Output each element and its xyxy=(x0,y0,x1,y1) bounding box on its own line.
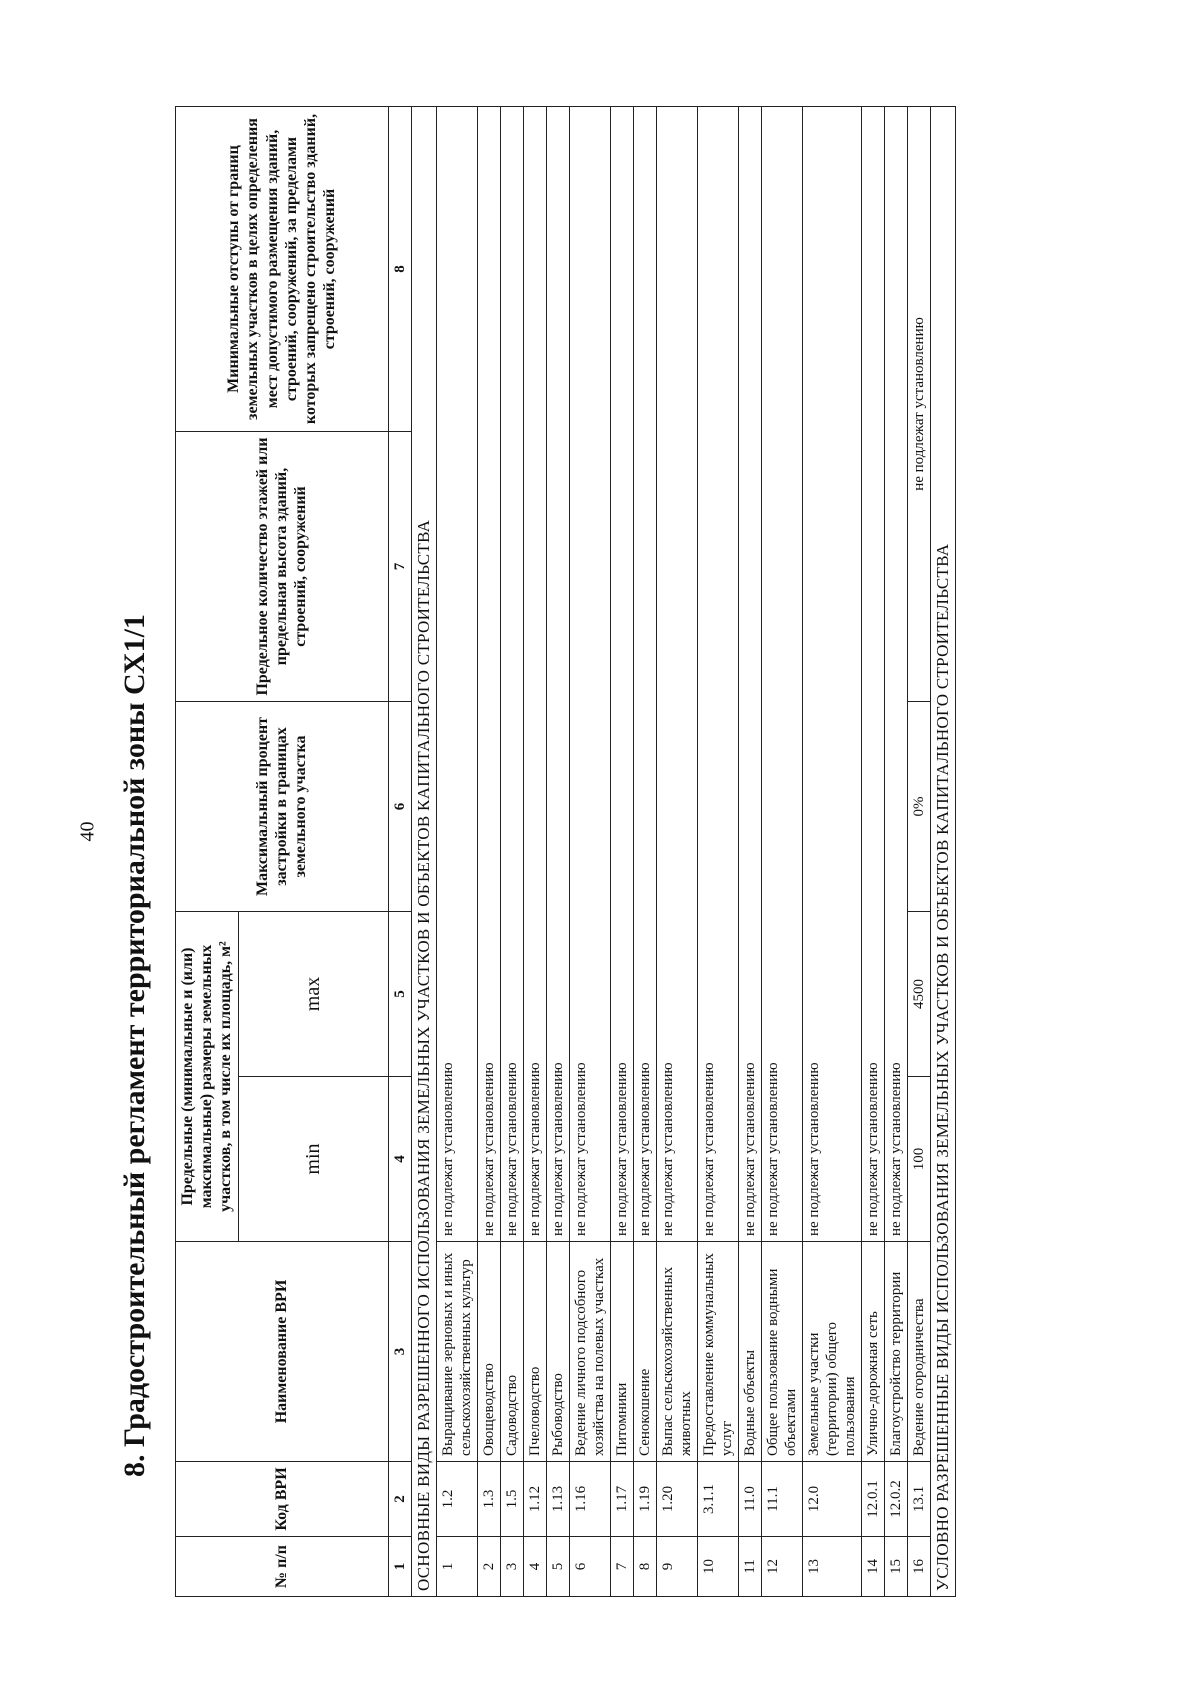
cell-code: 1.16 xyxy=(569,1462,610,1537)
cell-code: 1.13 xyxy=(546,1462,569,1537)
cell-n: 11 xyxy=(738,1537,761,1597)
cell-code: 1.17 xyxy=(610,1462,633,1537)
cell-code: 1.3 xyxy=(477,1462,500,1537)
cell-code: 12.0.2 xyxy=(884,1462,907,1537)
cell-code: 1.2 xyxy=(436,1462,477,1537)
cell-code: 1.19 xyxy=(633,1462,656,1537)
cell-val: не подлежат установлению xyxy=(610,106,633,1241)
cell-code: 11.1 xyxy=(761,1462,802,1537)
section-main: ОСНОВНЫЕ ВИДЫ РАЗРЕШЕННОГО ИСПОЛЬЗОВАНИЯ ЗЕМЕЛЬНЫХ УЧАСТКОВ И ОБЪЕКТОВ КАПИТАЛЬНОГО СТРОИТЕЛЬСТВА xyxy=(411,106,436,1596)
header-floors: Предельное количество этажей или предельная высота зданий, строений, сооружений xyxy=(176,431,389,701)
table-row xyxy=(884,106,907,1596)
cell-name: Сенокошение xyxy=(633,1242,656,1462)
table-row xyxy=(802,106,861,1596)
table-row xyxy=(477,106,500,1596)
cell-n: 14 xyxy=(861,1537,884,1597)
header-setbacks: Минимальные отступы от границ земельных участков в целях определения мест допустимого размещения зданий, строений, сооружений, за пределами которых запрещено строительство зданий, строений, сооружений xyxy=(176,106,389,431)
table-row xyxy=(761,106,802,1596)
cell-name: Питомники xyxy=(610,1242,633,1462)
table-row xyxy=(523,106,546,1596)
cell-code: 13.1 xyxy=(907,1462,930,1537)
cell-n: 12 xyxy=(761,1537,802,1597)
cell-val: не подлежат установлению xyxy=(802,106,861,1241)
cell-name: Выращивание зерновых и иных сельскохозяйственных культур xyxy=(436,1242,477,1462)
cell-n: 4 xyxy=(523,1537,546,1597)
cell-code: 1.20 xyxy=(656,1462,697,1537)
table-row xyxy=(633,106,656,1596)
cell-rest: не подлежат установлению xyxy=(907,106,930,701)
table-row xyxy=(907,106,930,1596)
table-row xyxy=(861,106,884,1596)
cell-n: 5 xyxy=(546,1537,569,1597)
cell-val: не подлежат установлению xyxy=(697,106,738,1241)
cell-n: 10 xyxy=(697,1537,738,1597)
cell-val: не подлежат установлению xyxy=(633,106,656,1241)
cell-name: Овощеводство xyxy=(477,1242,500,1462)
header-code: Код ВРИ xyxy=(176,1462,389,1537)
cell-min: 100 xyxy=(907,1077,930,1242)
column-number: 5 xyxy=(388,911,411,1076)
cell-name: Общее пользование водными объектами xyxy=(761,1242,802,1462)
cell-val: не подлежат установлению xyxy=(436,106,477,1241)
table-row xyxy=(697,106,738,1596)
cell-n: 2 xyxy=(477,1537,500,1597)
cell-name: Предоставление коммунальных услуг xyxy=(697,1242,738,1462)
table-row xyxy=(546,106,569,1596)
cell-code: 1.12 xyxy=(523,1462,546,1537)
cell-n: 16 xyxy=(907,1537,930,1597)
column-number: 6 xyxy=(388,701,411,911)
table-row xyxy=(436,106,477,1596)
cell-name: Улично-дорожная сеть xyxy=(861,1242,884,1462)
column-number: 4 xyxy=(388,1077,411,1242)
header-max: max xyxy=(238,911,388,1076)
cell-val: не подлежат установлению xyxy=(656,106,697,1241)
column-number: 3 xyxy=(388,1242,411,1462)
cell-val: не подлежат установлению xyxy=(500,106,523,1241)
header-min: min xyxy=(238,1077,388,1242)
cell-n: 9 xyxy=(656,1537,697,1597)
cell-code: 12.0 xyxy=(802,1462,861,1537)
header-name: Наименование ВРИ xyxy=(176,1242,389,1462)
cell-code: 1.5 xyxy=(500,1462,523,1537)
cell-n: 8 xyxy=(633,1537,656,1597)
table-row xyxy=(569,106,610,1596)
cell-val: не подлежат установлению xyxy=(477,106,500,1241)
cell-name: Пчеловодство xyxy=(523,1242,546,1462)
cell-name: Ведение личного подсобного хозяйства на полевых участках xyxy=(569,1242,610,1462)
cell-name: Садоводство xyxy=(500,1242,523,1462)
header-num: № п/п xyxy=(176,1537,389,1597)
table-row xyxy=(738,106,761,1596)
cell-name: Выпас сельскохозяйственных животных xyxy=(656,1242,697,1462)
column-number: 8 xyxy=(388,106,411,431)
column-number: 1 xyxy=(388,1537,411,1597)
cell-n: 15 xyxy=(884,1537,907,1597)
page-title: 8. Градостроительный регламент территориальной зоны СХ1/1 xyxy=(118,614,151,1477)
table-row xyxy=(656,106,697,1596)
cell-val: не подлежат установлению xyxy=(523,106,546,1241)
cell-code: 11.0 xyxy=(738,1462,761,1537)
cell-n: 3 xyxy=(500,1537,523,1597)
cell-val: не подлежат установлению xyxy=(884,106,907,1241)
column-numbers-row xyxy=(388,106,411,1596)
cell-val: не подлежат установлению xyxy=(761,106,802,1241)
cell-name: Ведение огородничества xyxy=(907,1242,930,1462)
cell-val: не подлежат установлению xyxy=(546,106,569,1241)
cell-n: 1 xyxy=(436,1537,477,1597)
header-percent: Максимальный процент застройки в границах земельного участка xyxy=(176,701,389,911)
cell-name: Рыбоводство xyxy=(546,1242,569,1462)
cell-n: 6 xyxy=(569,1537,610,1597)
regulation-table xyxy=(175,106,956,1597)
cell-name: Благоустройство территории xyxy=(884,1242,907,1462)
cell-code: 12.0.1 xyxy=(861,1462,884,1537)
cell-name: Земельные участки (территории) общего пользования xyxy=(802,1242,861,1462)
cell-max: 4500 xyxy=(907,911,930,1076)
section-conditional: УСЛОВНО РАЗРЕШЕННЫЕ ВИДЫ ИСПОЛЬЗОВАНИЯ ЗЕМЕЛЬНЫХ УЧАСТКОВ И ОБЪЕКТОВ КАПИТАЛЬНОГО СТРОИТЕЛЬСТВА xyxy=(930,106,955,1596)
cell-name: Водные объекты xyxy=(738,1242,761,1462)
cell-n: 7 xyxy=(610,1537,633,1597)
cell-val: не подлежат установлению xyxy=(569,106,610,1241)
table-row xyxy=(500,106,523,1596)
column-number: 7 xyxy=(388,431,411,701)
table-row xyxy=(610,106,633,1596)
page-number: 40 xyxy=(76,821,99,842)
cell-val: не подлежат установлению xyxy=(738,106,761,1241)
cell-code: 3.1.1 xyxy=(697,1462,738,1537)
cell-pct: 0% xyxy=(907,701,930,911)
column-number: 2 xyxy=(388,1462,411,1537)
cell-val: не подлежат установлению xyxy=(861,106,884,1241)
cell-n: 13 xyxy=(802,1537,861,1597)
header-sizes: Предельные (минимальные и (или) максимальные) размеры земельных участков, в том числе их площадь, м² xyxy=(176,911,239,1241)
